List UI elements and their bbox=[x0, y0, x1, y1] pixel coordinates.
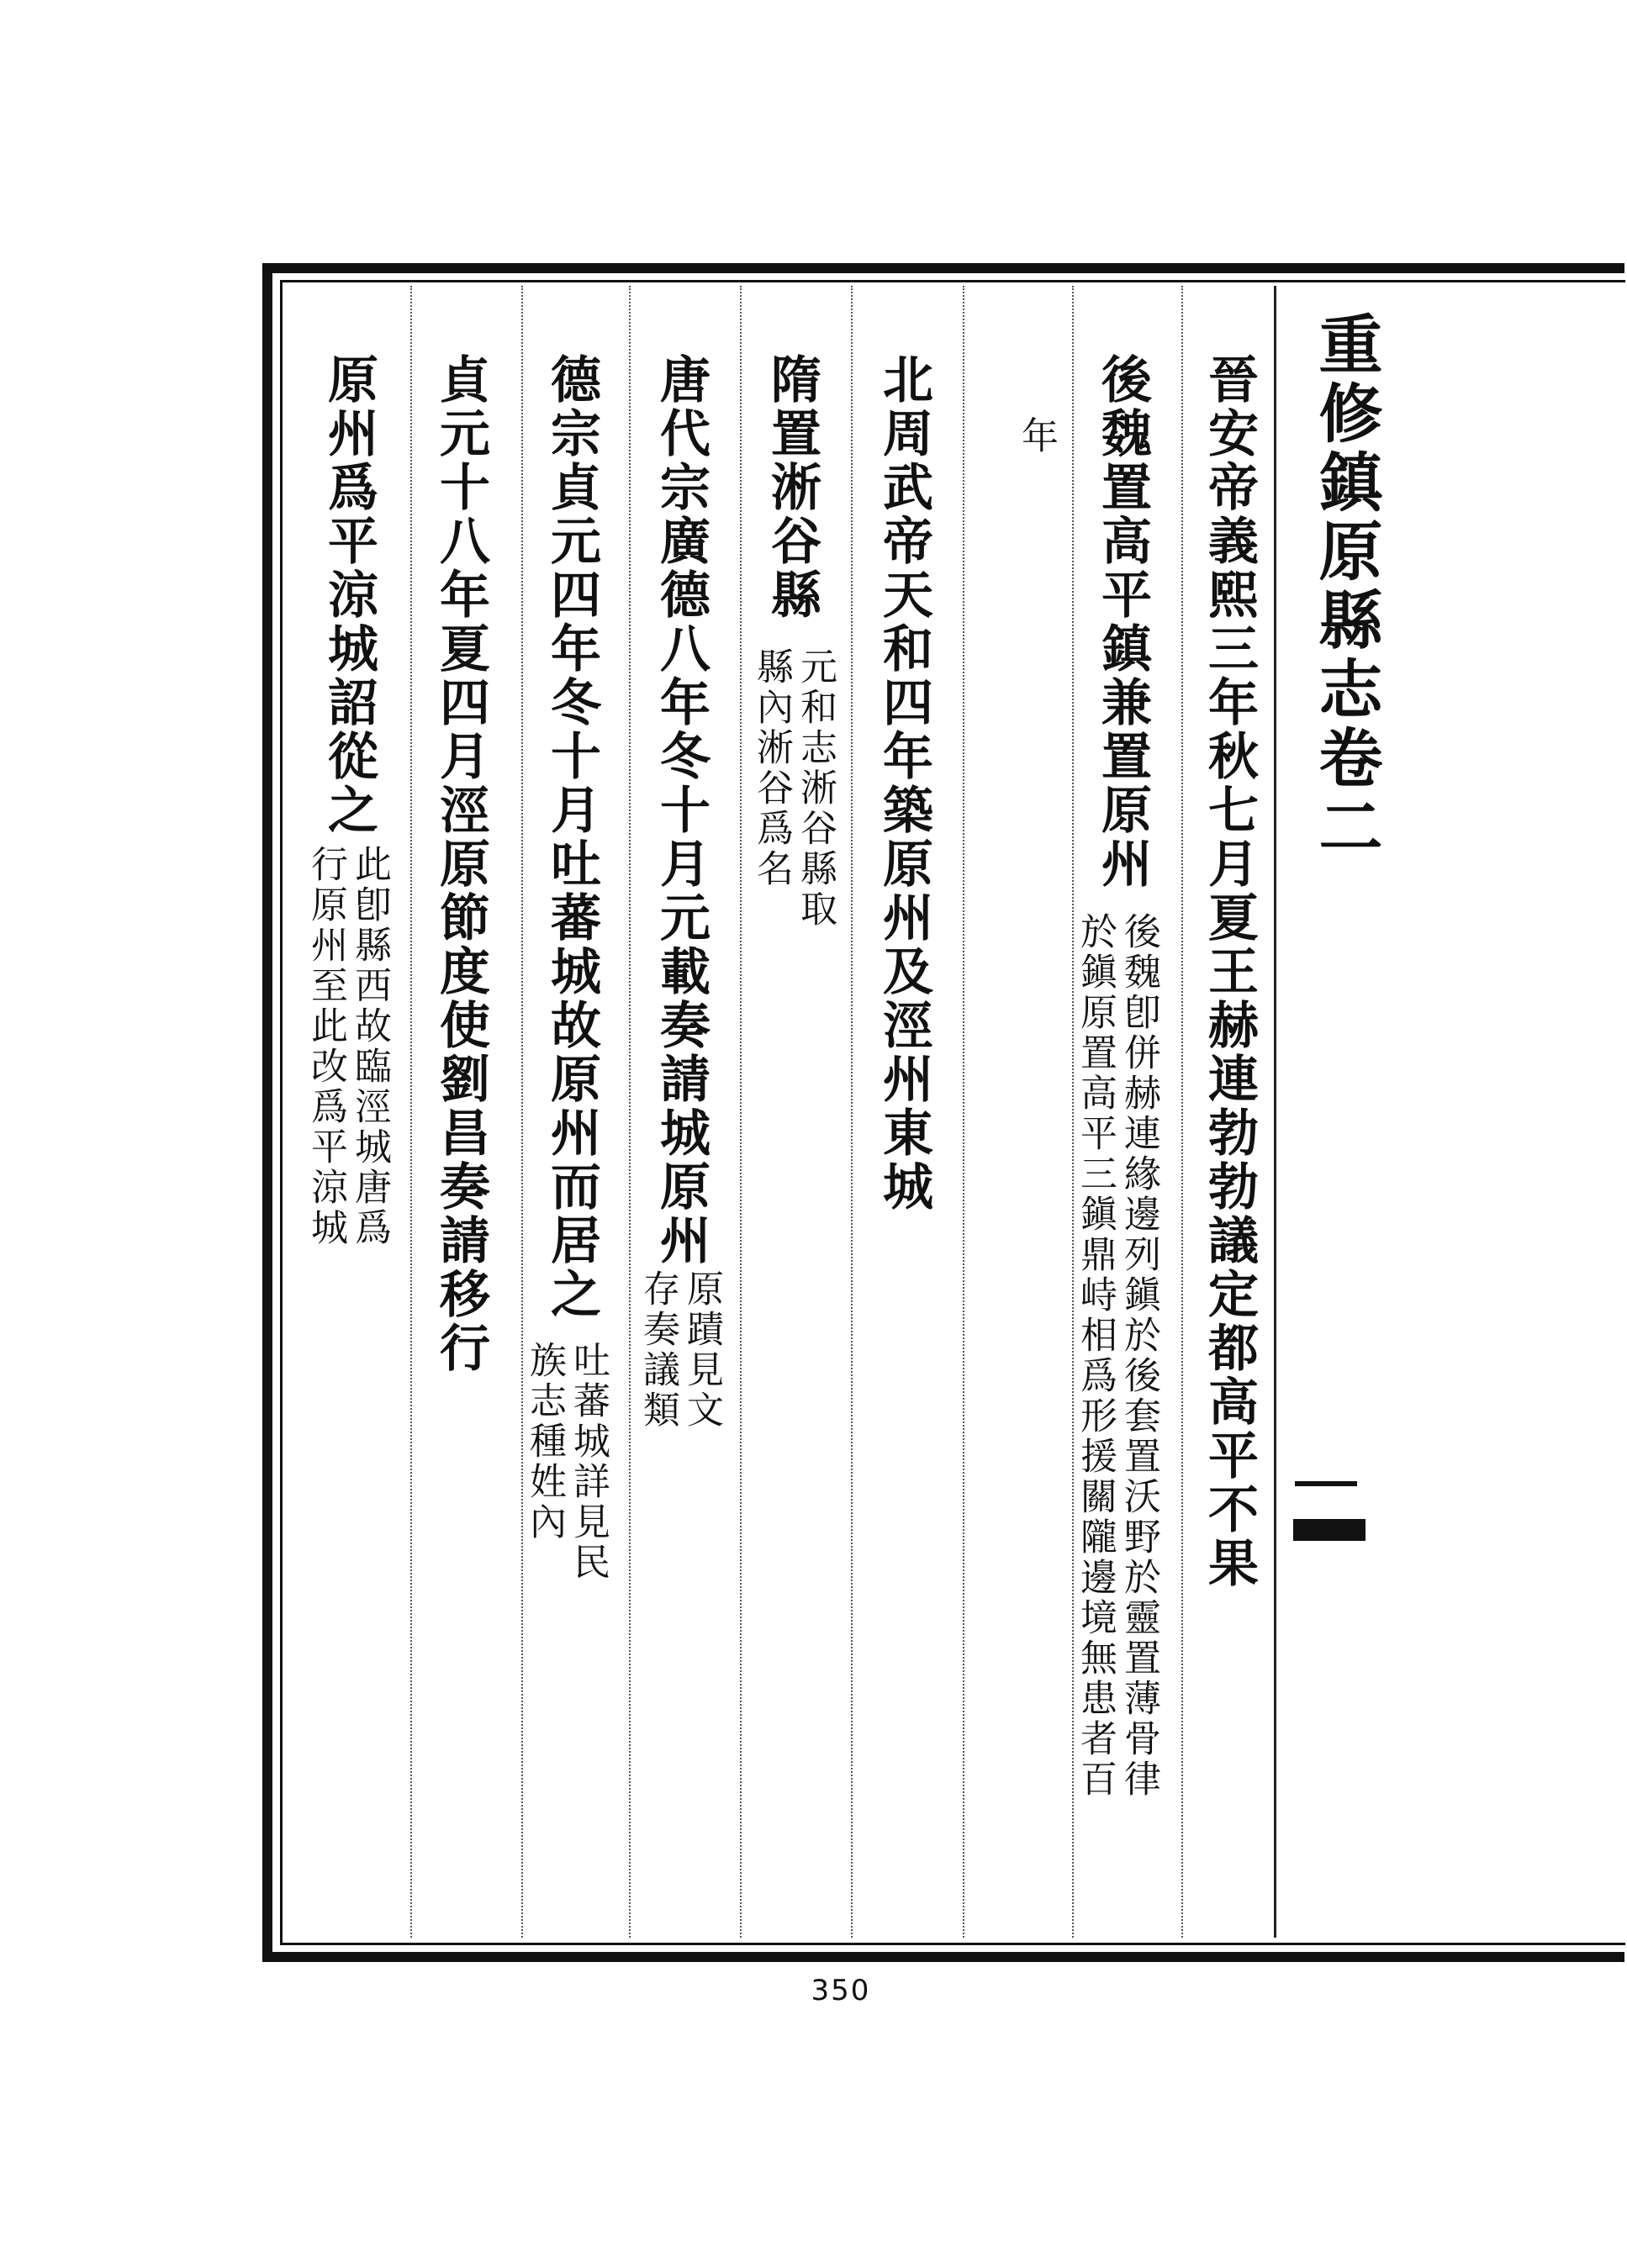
column-rule bbox=[851, 286, 853, 1938]
column-rule bbox=[521, 286, 523, 1938]
column-rule bbox=[1181, 286, 1183, 1938]
text-column-7: 貞元十八年夏四月涇原節度使劉昌奏請移行 bbox=[431, 353, 490, 1375]
annotation-right: 元和志淅谷縣取 bbox=[794, 647, 837, 930]
annotation-left: 行原州至此改爲平涼城 bbox=[304, 845, 347, 1248]
text-column-6: 德宗貞元四年冬十月吐蕃城故原州而居之 bbox=[542, 353, 601, 1321]
text-column-8: 原州爲平涼城詔從之 bbox=[320, 353, 378, 837]
annotation-right: 吐蕃城詳見民 bbox=[567, 1341, 610, 1583]
annotation-column-4 bbox=[750, 647, 837, 930]
annotation-column-2 bbox=[1074, 912, 1160, 1800]
text-column-2: 後魏置高平鎮兼置原州 bbox=[1093, 353, 1152, 891]
text-column-5: 唐代宗廣德八年冬十月元載奏請城原州 bbox=[652, 353, 710, 1268]
column-rule bbox=[740, 286, 742, 1938]
column-rule bbox=[963, 286, 964, 1938]
annotation-left: 於鎭原置高平三鎭鼎峙相爲形援關隴邊境無患者百 bbox=[1074, 912, 1117, 1800]
folio-mark bbox=[1295, 1481, 1357, 1486]
frame-inner-left-rule bbox=[280, 280, 283, 1944]
page-number: 350 bbox=[811, 1974, 871, 2007]
annotation-right: 原蹟見文 bbox=[680, 1269, 723, 1431]
frame-inner-bottom-rule bbox=[280, 1943, 1625, 1945]
annotation-right: 此卽縣西故臨涇城唐爲 bbox=[348, 845, 391, 1248]
frame-inner-top-rule bbox=[280, 280, 1625, 282]
folio-block bbox=[1293, 1519, 1366, 1541]
annotation-left: 存奏議類 bbox=[637, 1269, 679, 1431]
text-column-1: 晉安帝義熙三年秋七月夏王赫連勃勃議定都高平不果 bbox=[1200, 353, 1259, 1590]
book-title: 重修鎮原縣志卷二 bbox=[1308, 311, 1383, 862]
annotation-column-8 bbox=[304, 845, 391, 1248]
column-rule bbox=[629, 286, 631, 1938]
annotation-column-5 bbox=[637, 1269, 723, 1431]
annotation-left: 縣內淅谷爲名 bbox=[750, 647, 793, 889]
text-column-3: 北周武帝天和四年築原州及涇州東城 bbox=[874, 353, 933, 1214]
annotation-left: 族志種姓內 bbox=[523, 1341, 566, 1543]
annotation-right: 後魏卽併赫連緣邊列鎭於後套置沃野於靈置薄骨律 bbox=[1117, 912, 1160, 1800]
column-rule bbox=[1274, 286, 1276, 1938]
text-column-4: 隋置淅谷縣 bbox=[763, 353, 821, 622]
column-rule bbox=[410, 286, 412, 1938]
annotation-column-6 bbox=[523, 1341, 610, 1583]
annotation-continuation: 年 bbox=[1015, 416, 1058, 456]
